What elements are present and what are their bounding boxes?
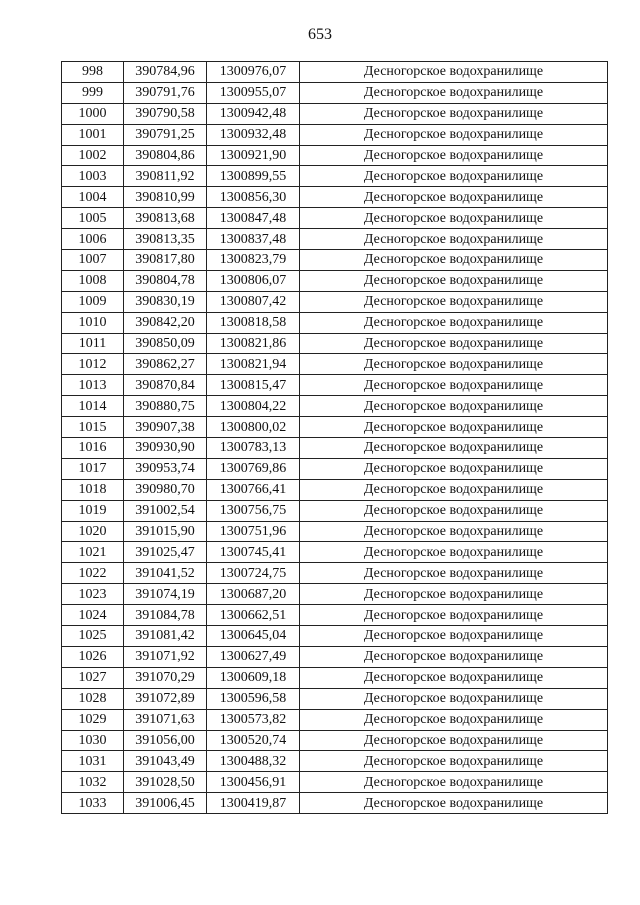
table-row bbox=[62, 458, 608, 479]
y-coordinate-cell: 1300766,41 bbox=[207, 479, 300, 500]
x-coordinate-cell: 390980,70 bbox=[124, 479, 207, 500]
table-row bbox=[62, 542, 608, 563]
object-name-cell: Десногорское водохранилище bbox=[300, 250, 608, 271]
x-coordinate-cell: 390804,78 bbox=[124, 270, 207, 291]
object-name-cell: Десногорское водохранилище bbox=[300, 584, 608, 605]
x-coordinate-cell: 390862,27 bbox=[124, 354, 207, 375]
object-name-cell: Десногорское водохранилище bbox=[300, 751, 608, 772]
x-coordinate-cell: 391006,45 bbox=[124, 793, 207, 814]
object-name-cell: Десногорское водохранилище bbox=[300, 208, 608, 229]
table-row bbox=[62, 521, 608, 542]
y-coordinate-cell: 1300821,86 bbox=[207, 333, 300, 354]
table-row bbox=[62, 605, 608, 626]
table-row bbox=[62, 312, 608, 333]
x-coordinate-cell: 391015,90 bbox=[124, 521, 207, 542]
object-name-cell: Десногорское водохранилище bbox=[300, 709, 608, 730]
point-number-cell: 1008 bbox=[62, 270, 124, 291]
y-coordinate-cell: 1300724,75 bbox=[207, 563, 300, 584]
y-coordinate-cell: 1300769,86 bbox=[207, 458, 300, 479]
table-row bbox=[62, 563, 608, 584]
point-number-cell: 1033 bbox=[62, 793, 124, 814]
x-coordinate-cell: 391084,78 bbox=[124, 605, 207, 626]
point-number-cell: 1009 bbox=[62, 291, 124, 312]
x-coordinate-cell: 390930,90 bbox=[124, 438, 207, 459]
object-name-cell: Десногорское водохранилище bbox=[300, 479, 608, 500]
y-coordinate-cell: 1300609,18 bbox=[207, 667, 300, 688]
y-coordinate-cell: 1300419,87 bbox=[207, 793, 300, 814]
table-row bbox=[62, 417, 608, 438]
table-row bbox=[62, 250, 608, 271]
point-number-cell: 1018 bbox=[62, 479, 124, 500]
y-coordinate-cell: 1300955,07 bbox=[207, 82, 300, 103]
table-body bbox=[62, 62, 608, 814]
y-coordinate-cell: 1300627,49 bbox=[207, 646, 300, 667]
table-row bbox=[62, 124, 608, 145]
page-number: 653 bbox=[308, 26, 332, 43]
table-row bbox=[62, 646, 608, 667]
point-number-cell: 1016 bbox=[62, 438, 124, 459]
object-name-cell: Десногорское водохранилище bbox=[300, 145, 608, 166]
x-coordinate-cell: 390784,96 bbox=[124, 62, 207, 83]
y-coordinate-cell: 1300921,90 bbox=[207, 145, 300, 166]
y-coordinate-cell: 1300807,42 bbox=[207, 291, 300, 312]
point-number-cell: 1013 bbox=[62, 375, 124, 396]
point-number-cell: 1010 bbox=[62, 312, 124, 333]
point-number-cell: 1028 bbox=[62, 688, 124, 709]
table-row bbox=[62, 333, 608, 354]
table-row bbox=[62, 479, 608, 500]
table-row bbox=[62, 438, 608, 459]
point-number-cell: 1021 bbox=[62, 542, 124, 563]
x-coordinate-cell: 390850,09 bbox=[124, 333, 207, 354]
x-coordinate-cell: 391072,89 bbox=[124, 688, 207, 709]
x-coordinate-cell: 391043,49 bbox=[124, 751, 207, 772]
y-coordinate-cell: 1300804,22 bbox=[207, 396, 300, 417]
point-number-cell: 1005 bbox=[62, 208, 124, 229]
x-coordinate-cell: 390842,20 bbox=[124, 312, 207, 333]
object-name-cell: Десногорское водохранилище bbox=[300, 730, 608, 751]
y-coordinate-cell: 1300976,07 bbox=[207, 62, 300, 83]
table-row bbox=[62, 208, 608, 229]
point-number-cell: 1007 bbox=[62, 250, 124, 271]
object-name-cell: Десногорское водохранилище bbox=[300, 438, 608, 459]
object-name-cell: Десногорское водохранилище bbox=[300, 270, 608, 291]
y-coordinate-cell: 1300520,74 bbox=[207, 730, 300, 751]
x-coordinate-cell: 391002,54 bbox=[124, 500, 207, 521]
x-coordinate-cell: 390870,84 bbox=[124, 375, 207, 396]
table-row bbox=[62, 145, 608, 166]
point-number-cell: 1003 bbox=[62, 166, 124, 187]
table-row bbox=[62, 354, 608, 375]
object-name-cell: Десногорское водохранилище bbox=[300, 229, 608, 250]
object-name-cell: Десногорское водохранилище bbox=[300, 605, 608, 626]
object-name-cell: Десногорское водохранилище bbox=[300, 500, 608, 521]
y-coordinate-cell: 1300800,02 bbox=[207, 417, 300, 438]
point-number-cell: 1014 bbox=[62, 396, 124, 417]
point-number-cell: 1015 bbox=[62, 417, 124, 438]
table-row bbox=[62, 166, 608, 187]
x-coordinate-cell: 390830,19 bbox=[124, 291, 207, 312]
point-number-cell: 1024 bbox=[62, 605, 124, 626]
table-row bbox=[62, 667, 608, 688]
y-coordinate-cell: 1300751,96 bbox=[207, 521, 300, 542]
point-number-cell: 1012 bbox=[62, 354, 124, 375]
point-number-cell: 1000 bbox=[62, 103, 124, 124]
table-row bbox=[62, 396, 608, 417]
y-coordinate-cell: 1300823,79 bbox=[207, 250, 300, 271]
x-coordinate-cell: 391071,63 bbox=[124, 709, 207, 730]
y-coordinate-cell: 1300783,13 bbox=[207, 438, 300, 459]
object-name-cell: Десногорское водохранилище bbox=[300, 82, 608, 103]
x-coordinate-cell: 391028,50 bbox=[124, 772, 207, 793]
y-coordinate-cell: 1300942,48 bbox=[207, 103, 300, 124]
x-coordinate-cell: 390813,68 bbox=[124, 208, 207, 229]
object-name-cell: Десногорское водохранилище bbox=[300, 396, 608, 417]
table-row bbox=[62, 187, 608, 208]
table-row bbox=[62, 688, 608, 709]
y-coordinate-cell: 1300899,55 bbox=[207, 166, 300, 187]
x-coordinate-cell: 391074,19 bbox=[124, 584, 207, 605]
object-name-cell: Десногорское водохранилище bbox=[300, 333, 608, 354]
object-name-cell: Десногорское водохранилище bbox=[300, 62, 608, 83]
object-name-cell: Десногорское водохранилище bbox=[300, 291, 608, 312]
point-number-cell: 1025 bbox=[62, 626, 124, 647]
y-coordinate-cell: 1300815,47 bbox=[207, 375, 300, 396]
y-coordinate-cell: 1300806,07 bbox=[207, 270, 300, 291]
object-name-cell: Десногорское водохранилище bbox=[300, 375, 608, 396]
point-number-cell: 1004 bbox=[62, 187, 124, 208]
x-coordinate-cell: 390817,80 bbox=[124, 250, 207, 271]
x-coordinate-cell: 390804,86 bbox=[124, 145, 207, 166]
point-number-cell: 1032 bbox=[62, 772, 124, 793]
x-coordinate-cell: 390790,58 bbox=[124, 103, 207, 124]
x-coordinate-cell: 390907,38 bbox=[124, 417, 207, 438]
y-coordinate-cell: 1300756,75 bbox=[207, 500, 300, 521]
point-number-cell: 1022 bbox=[62, 563, 124, 584]
x-coordinate-cell: 390811,92 bbox=[124, 166, 207, 187]
table-row bbox=[62, 229, 608, 250]
table-row bbox=[62, 626, 608, 647]
x-coordinate-cell: 390880,75 bbox=[124, 396, 207, 417]
object-name-cell: Десногорское водохранилище bbox=[300, 521, 608, 542]
x-coordinate-cell: 391056,00 bbox=[124, 730, 207, 751]
object-name-cell: Десногорское водохранилище bbox=[300, 793, 608, 814]
object-name-cell: Десногорское водохранилище bbox=[300, 354, 608, 375]
point-number-cell: 1031 bbox=[62, 751, 124, 772]
x-coordinate-cell: 390791,76 bbox=[124, 82, 207, 103]
point-number-cell: 1027 bbox=[62, 667, 124, 688]
y-coordinate-cell: 1300821,94 bbox=[207, 354, 300, 375]
point-number-cell: 1019 bbox=[62, 500, 124, 521]
coordinates-table bbox=[61, 61, 608, 814]
y-coordinate-cell: 1300573,82 bbox=[207, 709, 300, 730]
point-number-cell: 1029 bbox=[62, 709, 124, 730]
y-coordinate-cell: 1300818,58 bbox=[207, 312, 300, 333]
object-name-cell: Десногорское водохранилище bbox=[300, 667, 608, 688]
point-number-cell: 1017 bbox=[62, 458, 124, 479]
object-name-cell: Десногорское водохранилище bbox=[300, 166, 608, 187]
x-coordinate-cell: 391071,92 bbox=[124, 646, 207, 667]
object-name-cell: Десногорское водохранилище bbox=[300, 772, 608, 793]
object-name-cell: Десногорское водохранилище bbox=[300, 312, 608, 333]
table-row bbox=[62, 751, 608, 772]
object-name-cell: Десногорское водохранилище bbox=[300, 417, 608, 438]
y-coordinate-cell: 1300488,32 bbox=[207, 751, 300, 772]
table-row bbox=[62, 82, 608, 103]
y-coordinate-cell: 1300662,51 bbox=[207, 605, 300, 626]
point-number-cell: 1030 bbox=[62, 730, 124, 751]
object-name-cell: Десногорское водохранилище bbox=[300, 187, 608, 208]
y-coordinate-cell: 1300856,30 bbox=[207, 187, 300, 208]
y-coordinate-cell: 1300596,58 bbox=[207, 688, 300, 709]
table-row bbox=[62, 270, 608, 291]
table-row bbox=[62, 730, 608, 751]
y-coordinate-cell: 1300687,20 bbox=[207, 584, 300, 605]
table-row bbox=[62, 584, 608, 605]
y-coordinate-cell: 1300645,04 bbox=[207, 626, 300, 647]
x-coordinate-cell: 391025,47 bbox=[124, 542, 207, 563]
object-name-cell: Десногорское водохранилище bbox=[300, 646, 608, 667]
point-number-cell: 998 bbox=[62, 62, 124, 83]
x-coordinate-cell: 390791,25 bbox=[124, 124, 207, 145]
table-row bbox=[62, 103, 608, 124]
point-number-cell: 1006 bbox=[62, 229, 124, 250]
point-number-cell: 1026 bbox=[62, 646, 124, 667]
y-coordinate-cell: 1300745,41 bbox=[207, 542, 300, 563]
table-row bbox=[62, 500, 608, 521]
x-coordinate-cell: 390953,74 bbox=[124, 458, 207, 479]
object-name-cell: Десногорское водохранилище bbox=[300, 688, 608, 709]
y-coordinate-cell: 1300456,91 bbox=[207, 772, 300, 793]
object-name-cell: Десногорское водохранилище bbox=[300, 563, 608, 584]
table-row bbox=[62, 709, 608, 730]
table-row bbox=[62, 291, 608, 312]
object-name-cell: Десногорское водохранилище bbox=[300, 626, 608, 647]
table-row bbox=[62, 62, 608, 83]
point-number-cell: 1020 bbox=[62, 521, 124, 542]
point-number-cell: 1001 bbox=[62, 124, 124, 145]
point-number-cell: 1011 bbox=[62, 333, 124, 354]
table-row bbox=[62, 375, 608, 396]
y-coordinate-cell: 1300932,48 bbox=[207, 124, 300, 145]
object-name-cell: Десногорское водохранилище bbox=[300, 103, 608, 124]
object-name-cell: Десногорское водохранилище bbox=[300, 458, 608, 479]
object-name-cell: Десногорское водохранилище bbox=[300, 542, 608, 563]
y-coordinate-cell: 1300837,48 bbox=[207, 229, 300, 250]
point-number-cell: 1023 bbox=[62, 584, 124, 605]
table-row bbox=[62, 772, 608, 793]
point-number-cell: 999 bbox=[62, 82, 124, 103]
point-number-cell: 1002 bbox=[62, 145, 124, 166]
x-coordinate-cell: 390813,35 bbox=[124, 229, 207, 250]
x-coordinate-cell: 390810,99 bbox=[124, 187, 207, 208]
y-coordinate-cell: 1300847,48 bbox=[207, 208, 300, 229]
x-coordinate-cell: 391081,42 bbox=[124, 626, 207, 647]
object-name-cell: Десногорское водохранилище bbox=[300, 124, 608, 145]
x-coordinate-cell: 391070,29 bbox=[124, 667, 207, 688]
table-row bbox=[62, 793, 608, 814]
x-coordinate-cell: 391041,52 bbox=[124, 563, 207, 584]
